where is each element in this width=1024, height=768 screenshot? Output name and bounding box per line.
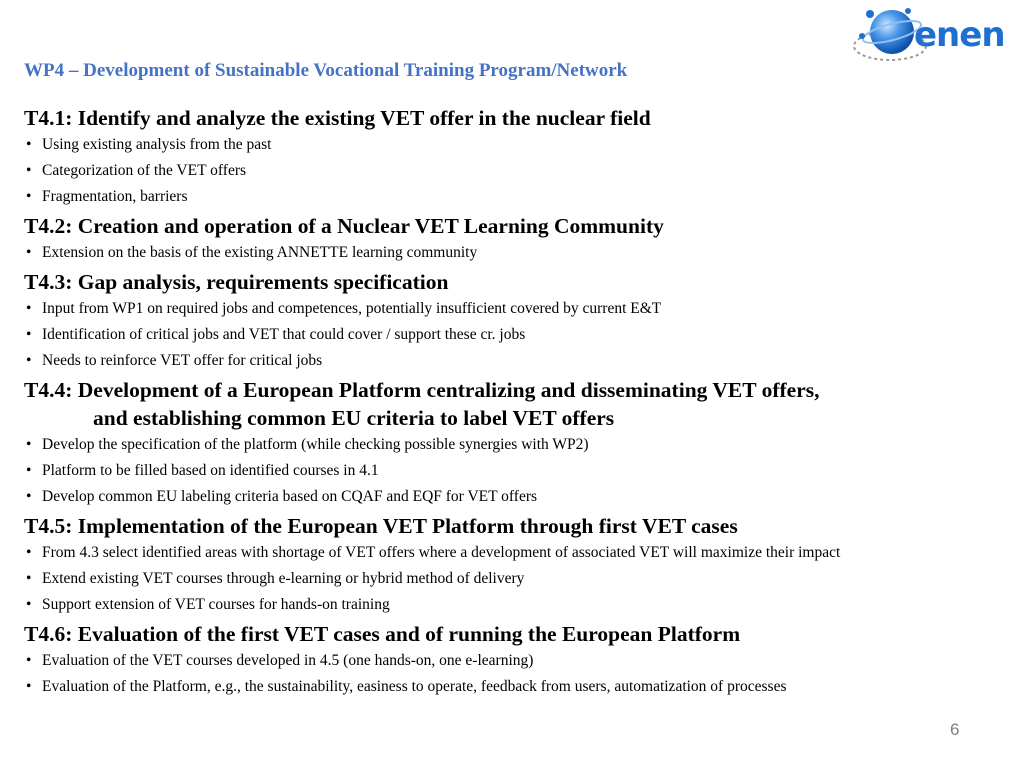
bullet-list <box>24 240 1014 266</box>
task-4-4 <box>24 376 1014 510</box>
bullet-item: • Using existing analysis from the past <box>24 132 1014 158</box>
task-title: T4.2: Creation and operation of a Nuclear VET Learning Community <box>24 214 664 238</box>
task-4-5 <box>24 512 1014 618</box>
logo-satellite-dot <box>859 33 865 39</box>
task-title-line2: and establishing common EU criteria to label VET offers <box>93 406 615 430</box>
task-title: T4.1: Identify and analyze the existing VET offer in the nuclear field <box>24 106 651 130</box>
bullet-list <box>24 432 1014 510</box>
bullet-item: • Fragmentation, barriers <box>24 184 1014 210</box>
task-list <box>24 102 1014 700</box>
logo-text: enen <box>914 15 1005 55</box>
bullet-list <box>24 296 1014 374</box>
task-4-6 <box>24 620 1014 700</box>
task-title-line1: T4.4: Development of a European Platform centralizing and disseminating VET offers, <box>24 378 820 402</box>
task-4-2 <box>24 212 1014 266</box>
bullet-item: • Categorization of the VET offers <box>24 158 1014 184</box>
bullet-item: • Develop common EU labeling criteria based on CQAF and EQF for VET offers <box>24 484 1014 510</box>
bullet-item: • From 4.3 select identified areas with shortage of VET offers where a development of associated VET will maximize their impact <box>24 540 1014 566</box>
bullet-item: • Support extension of VET courses for hands-on training <box>24 592 1014 618</box>
task-4-1 <box>24 104 1014 210</box>
bullet-item: • Evaluation of the Platform, e.g., the sustainability, easiness to operate, feedback from users, automatization of processes <box>24 674 1014 700</box>
bullet-list <box>24 648 1014 700</box>
task-title: T4.6: Evaluation of the first VET cases and of running the European Platform <box>24 622 741 646</box>
bullet-item: • Evaluation of the VET courses developed in 4.5 (one hands-on, one e-learning) <box>24 648 1014 674</box>
bullet-item: • Extension on the basis of the existing ANNETTE learning community <box>24 240 1014 266</box>
bullet-list <box>24 132 1014 210</box>
logo-satellite-dot <box>866 10 874 18</box>
slide-title: WP4 – Development of Sustainable Vocational Training Program/Network <box>24 60 628 81</box>
logo-globe <box>870 10 914 54</box>
enen-logo <box>850 4 1010 66</box>
task-title: T4.5: Implementation of the European VET Platform through first VET cases <box>24 514 738 538</box>
bullet-item: • Identification of critical jobs and VET that could cover / support these cr. jobs <box>24 322 1014 348</box>
bullet-item: • Extend existing VET courses through e-learning or hybrid method of delivery <box>24 566 1014 592</box>
bullet-item: • Input from WP1 on required jobs and competences, potentially insufficient covered by current E&T <box>24 296 1014 322</box>
logo-satellite-dot <box>905 8 911 14</box>
bullet-item: • Develop the specification of the platform (while checking possible synergies with WP2) <box>24 432 1014 458</box>
bullet-list <box>24 540 1014 618</box>
task-title <box>24 376 1014 432</box>
bullet-item: • Platform to be filled based on identified courses in 4.1 <box>24 458 1014 484</box>
task-4-3 <box>24 268 1014 374</box>
task-title: T4.3: Gap analysis, requirements specification <box>24 270 449 294</box>
page-number: 6 <box>950 720 960 739</box>
bullet-item: • Needs to reinforce VET offer for critical jobs <box>24 348 1014 374</box>
